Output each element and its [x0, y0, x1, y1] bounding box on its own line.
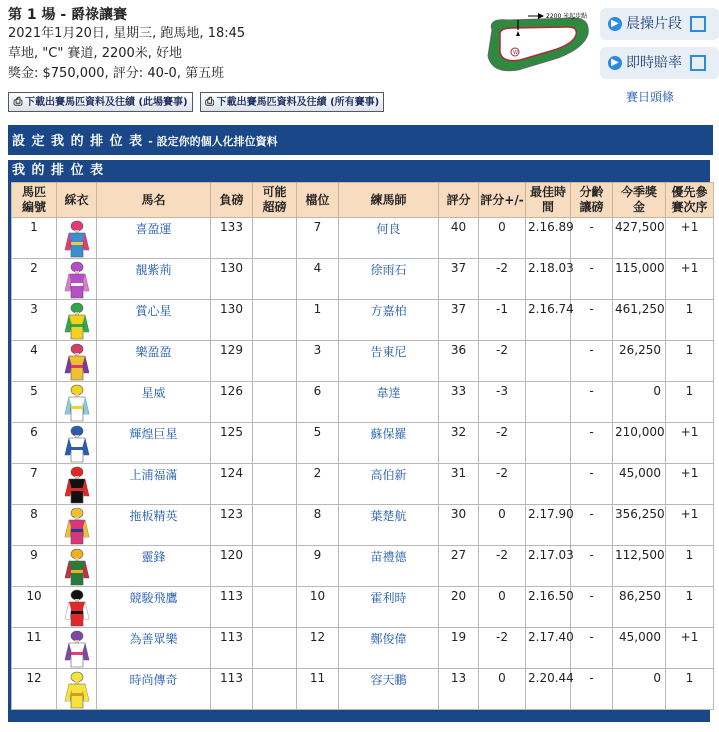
- col-horse-no[interactable]: 馬匹編號: [12, 183, 57, 218]
- jockey-silk-icon: [64, 261, 90, 299]
- cell-draw: 9: [297, 546, 339, 587]
- cell-weight: 113: [211, 628, 253, 669]
- cell-season-prize: 86,250: [613, 587, 666, 628]
- cell-overweight: [253, 464, 297, 505]
- cell-overweight: [253, 300, 297, 341]
- morning-workout-label: 晨操片段: [626, 16, 682, 32]
- cell-silk: [57, 259, 97, 300]
- cell-silk: [57, 669, 97, 710]
- cell-horse-name[interactable]: 上浦福滿: [97, 464, 211, 505]
- cell-silk: [57, 382, 97, 423]
- jockey-silk-icon: [64, 220, 90, 258]
- cell-overweight: [253, 259, 297, 300]
- cell-rating: 27: [439, 546, 479, 587]
- cell-trainer[interactable]: 告東尼: [339, 341, 439, 382]
- live-odds-label: 即時賠率: [626, 55, 682, 71]
- cell-season-prize: 115,000: [613, 259, 666, 300]
- cell-rating-change: 0: [479, 218, 526, 259]
- col-rating[interactable]: 評分: [439, 183, 479, 218]
- cell-season-prize: 0: [613, 669, 666, 710]
- race-course-info: 草地, "C" 賽道, 2200米, 好地: [8, 46, 183, 61]
- race-title: 第 1 場 - 爵祿讓賽: [8, 7, 128, 23]
- cell-weight: 133: [211, 218, 253, 259]
- cell-overweight: [253, 587, 297, 628]
- cell-priority: +1: [666, 628, 714, 669]
- cell-rating: 20: [439, 587, 479, 628]
- cell-best-time: 2.16.50: [526, 587, 571, 628]
- table-row: [12, 341, 714, 382]
- cell-season-prize: 427,500: [613, 218, 666, 259]
- set-racecard-subtitle: - 設定你的個人化排位資料: [148, 135, 278, 148]
- table-row: [12, 587, 714, 628]
- cell-horse-name[interactable]: 樂盈盈: [97, 341, 211, 382]
- cell-draw: 5: [297, 423, 339, 464]
- cell-trainer[interactable]: 何良: [339, 218, 439, 259]
- printer-icon: ⎙: [13, 95, 23, 108]
- external-link-icon: [690, 16, 706, 32]
- col-trainer[interactable]: 練馬師: [339, 183, 439, 218]
- cell-season-prize: 461,250: [613, 300, 666, 341]
- cell-horse-name[interactable]: 拖板精英: [97, 505, 211, 546]
- download-this-race-button[interactable]: [8, 92, 193, 112]
- jockey-silk-icon: [64, 630, 90, 668]
- jockey-silk-icon: [64, 548, 90, 586]
- cell-silk: [57, 423, 97, 464]
- cell-draw: 11: [297, 669, 339, 710]
- cell-age-allowance: -: [571, 382, 613, 423]
- cell-horse-no: 3: [12, 300, 57, 341]
- cell-rating: 33: [439, 382, 479, 423]
- cell-overweight: [253, 546, 297, 587]
- cell-priority: +1: [666, 505, 714, 546]
- cell-silk: [57, 341, 97, 382]
- cell-age-allowance: -: [571, 300, 613, 341]
- cell-trainer[interactable]: 鄭俊偉: [339, 628, 439, 669]
- cell-rating-change: -2: [479, 546, 526, 587]
- cell-draw: 8: [297, 505, 339, 546]
- cell-priority: 1: [666, 382, 714, 423]
- cell-weight: 113: [211, 587, 253, 628]
- cell-horse-no: 12: [12, 669, 57, 710]
- cell-silk: [57, 628, 97, 669]
- cell-weight: 126: [211, 382, 253, 423]
- cell-age-allowance: -: [571, 628, 613, 669]
- table-row: [12, 464, 714, 505]
- cell-trainer[interactable]: 蘇保羅: [339, 423, 439, 464]
- cell-draw: 4: [297, 259, 339, 300]
- cell-trainer[interactable]: 葉楚航: [339, 505, 439, 546]
- cell-trainer[interactable]: 高伯新: [339, 464, 439, 505]
- cell-age-allowance: -: [571, 546, 613, 587]
- cell-trainer[interactable]: 徐雨石: [339, 259, 439, 300]
- cell-season-prize: 210,000: [613, 423, 666, 464]
- cell-trainer[interactable]: 霍利時: [339, 587, 439, 628]
- cell-rating: 13: [439, 669, 479, 710]
- cell-rating: 37: [439, 259, 479, 300]
- col-draw[interactable]: 檔位: [297, 183, 339, 218]
- cell-horse-name[interactable]: 靚紫荊: [97, 259, 211, 300]
- table-row: [12, 669, 714, 710]
- cell-horse-no: 9: [12, 546, 57, 587]
- cell-rating-change: -2: [479, 423, 526, 464]
- cell-draw: 12: [297, 628, 339, 669]
- cell-draw: 10: [297, 587, 339, 628]
- cell-horse-no: 2: [12, 259, 57, 300]
- cell-draw: 3: [297, 341, 339, 382]
- cell-horse-no: 1: [12, 218, 57, 259]
- cell-rating-change: -1: [479, 300, 526, 341]
- cell-best-time: [526, 423, 571, 464]
- my-racecard-panel: [8, 160, 710, 722]
- jockey-silk-icon: [64, 343, 90, 381]
- cell-trainer[interactable]: 韋達: [339, 382, 439, 423]
- jockey-silk-icon: [64, 384, 90, 422]
- jockey-silk-icon: [64, 302, 90, 340]
- table-row: [12, 218, 714, 259]
- cell-trainer[interactable]: 容天鵬: [339, 669, 439, 710]
- cell-best-time: 2.16.89: [526, 218, 571, 259]
- cell-overweight: [253, 423, 297, 464]
- cell-rating-change: -2: [479, 628, 526, 669]
- cell-priority: +1: [666, 259, 714, 300]
- col-rating-change[interactable]: 評分+/-: [479, 183, 526, 218]
- cell-weight: 129: [211, 341, 253, 382]
- printer-icon: ⎙: [205, 95, 215, 108]
- cell-weight: 120: [211, 546, 253, 587]
- cell-best-time: [526, 341, 571, 382]
- cell-age-allowance: -: [571, 218, 613, 259]
- download-buttons: [8, 92, 391, 112]
- table-row: [12, 259, 714, 300]
- table-row: [12, 505, 714, 546]
- cell-rating: 32: [439, 423, 479, 464]
- cell-best-time: [526, 464, 571, 505]
- jockey-silk-icon: [64, 425, 90, 463]
- race-info: [8, 6, 468, 84]
- cell-best-time: 2.20.44: [526, 669, 571, 710]
- cell-silk: [57, 464, 97, 505]
- cell-season-prize: 112,500: [613, 546, 666, 587]
- cell-rating-change: -2: [479, 259, 526, 300]
- morning-workout-button[interactable]: [600, 8, 719, 40]
- cell-horse-no: 8: [12, 505, 57, 546]
- cell-overweight: [253, 505, 297, 546]
- live-odds-button[interactable]: [600, 47, 719, 79]
- cell-priority: +1: [666, 218, 714, 259]
- start-point-label: 2200 米起步點: [546, 13, 588, 20]
- cell-overweight: [253, 669, 297, 710]
- jockey-silk-icon: [64, 671, 90, 709]
- cell-priority: 1: [666, 587, 714, 628]
- cell-draw: 2: [297, 464, 339, 505]
- cell-silk: [57, 218, 97, 259]
- cell-rating: 36: [439, 341, 479, 382]
- download-all-races-label: 下載出賽馬匹資料及往績 (所有賽事): [216, 97, 380, 108]
- cell-silk: [57, 587, 97, 628]
- cell-priority: 1: [666, 341, 714, 382]
- table-header-row: [12, 183, 714, 218]
- cell-rating: 40: [439, 218, 479, 259]
- cell-trainer[interactable]: 苗禮德: [339, 546, 439, 587]
- cell-season-prize: 0: [613, 382, 666, 423]
- side-buttons: [600, 8, 719, 86]
- cell-season-prize: 26,250: [613, 341, 666, 382]
- cell-horse-name[interactable]: 喜盈運: [97, 218, 211, 259]
- cell-rating: 37: [439, 300, 479, 341]
- col-silk: 綵衣: [57, 183, 97, 218]
- cell-season-prize: 45,000: [613, 628, 666, 669]
- jockey-silk-icon: [64, 589, 90, 627]
- cell-horse-name[interactable]: 競駿飛鷹: [97, 587, 211, 628]
- col-age-allowance[interactable]: 分齡讓磅: [571, 183, 613, 218]
- cell-overweight: [253, 218, 297, 259]
- table-row: [12, 382, 714, 423]
- cell-age-allowance: -: [571, 464, 613, 505]
- cell-silk: [57, 505, 97, 546]
- cell-age-allowance: -: [571, 505, 613, 546]
- cell-horse-name[interactable]: 賞心星: [97, 300, 211, 341]
- cell-age-allowance: -: [571, 669, 613, 710]
- download-all-races-button[interactable]: [200, 92, 385, 112]
- download-this-race-label: 下載出賽馬匹資料及往績 (此場賽事): [25, 97, 188, 108]
- jockey-silk-icon: [64, 466, 90, 504]
- cell-season-prize: 356,250: [613, 505, 666, 546]
- cell-best-time: 2.18.03: [526, 259, 571, 300]
- table-row: [12, 628, 714, 669]
- table-row: [12, 300, 714, 341]
- day-headline-link[interactable]: 賽日頭條: [626, 90, 675, 104]
- cell-season-prize: 45,000: [613, 464, 666, 505]
- jockey-silk-icon: [64, 507, 90, 545]
- cell-draw: 7: [297, 218, 339, 259]
- cell-age-allowance: -: [571, 341, 613, 382]
- cell-rating-change: 0: [479, 669, 526, 710]
- set-racecard-title[interactable]: 設 定 我 的 排 位 表: [12, 134, 144, 149]
- cell-best-time: 2.16.74: [526, 300, 571, 341]
- col-season-prize[interactable]: 今季獎金: [613, 183, 666, 218]
- cell-overweight: [253, 382, 297, 423]
- cell-horse-no: 4: [12, 341, 57, 382]
- cell-overweight: [253, 341, 297, 382]
- cell-horse-no: 11: [12, 628, 57, 669]
- cell-best-time: [526, 382, 571, 423]
- cell-weight: 124: [211, 464, 253, 505]
- col-horse-name[interactable]: 馬名: [97, 183, 211, 218]
- cell-priority: 1: [666, 669, 714, 710]
- cell-horse-no: 5: [12, 382, 57, 423]
- play-icon: ▶: [608, 17, 622, 31]
- external-link-icon: [690, 55, 706, 71]
- cell-silk: [57, 300, 97, 341]
- cell-rating-change: 0: [479, 505, 526, 546]
- cell-draw: 1: [297, 300, 339, 341]
- cell-trainer[interactable]: 方嘉柏: [339, 300, 439, 341]
- col-weight[interactable]: 負磅: [211, 183, 253, 218]
- my-racecard-title: 我 的 排 位 表: [12, 163, 105, 178]
- cell-rating: 30: [439, 505, 479, 546]
- racecard-table: [11, 182, 714, 710]
- cell-horse-no: 7: [12, 464, 57, 505]
- cell-weight: 130: [211, 259, 253, 300]
- cell-horse-no: 6: [12, 423, 57, 464]
- cell-priority: 1: [666, 300, 714, 341]
- col-best-time[interactable]: 最佳時間: [526, 183, 571, 218]
- cell-priority: +1: [666, 464, 714, 505]
- cell-horse-no: 10: [12, 587, 57, 628]
- cell-horse-name[interactable]: 星威: [97, 382, 211, 423]
- cell-priority: +1: [666, 423, 714, 464]
- cell-priority: 1: [666, 546, 714, 587]
- play-icon: ▶: [608, 56, 622, 70]
- cell-silk: [57, 546, 97, 587]
- cell-rating: 19: [439, 628, 479, 669]
- cell-age-allowance: -: [571, 259, 613, 300]
- cell-horse-name[interactable]: 為善眾樂: [97, 628, 211, 669]
- set-racecard-section-bar: [8, 125, 719, 155]
- race-prize-info: 獎金: $750,000, 評分: 40-0, 第五班: [8, 66, 225, 81]
- cell-overweight: [253, 628, 297, 669]
- race-date-venue: 2021年1月20日, 星期三, 跑馬地, 18:45: [8, 26, 246, 41]
- cell-horse-name[interactable]: 輝煌巨星: [97, 423, 211, 464]
- table-row: [12, 423, 714, 464]
- track-map: [478, 8, 596, 74]
- col-overweight[interactable]: 可能超磅: [253, 183, 297, 218]
- cell-rating-change: -2: [479, 464, 526, 505]
- cell-rating-change: -2: [479, 341, 526, 382]
- cell-age-allowance: -: [571, 423, 613, 464]
- cell-weight: 123: [211, 505, 253, 546]
- cell-rating-change: -3: [479, 382, 526, 423]
- cell-age-allowance: -: [571, 587, 613, 628]
- cell-horse-name[interactable]: 靈鋒: [97, 546, 211, 587]
- cell-horse-name[interactable]: 時尚傳奇: [97, 669, 211, 710]
- cell-weight: 130: [211, 300, 253, 341]
- cell-best-time: 2.17.03: [526, 546, 571, 587]
- svg-text:W: W: [513, 50, 518, 56]
- cell-rating: 31: [439, 464, 479, 505]
- col-priority[interactable]: 優先參賽次序: [666, 183, 714, 218]
- cell-best-time: 2.17.90: [526, 505, 571, 546]
- cell-weight: 113: [211, 669, 253, 710]
- cell-draw: 6: [297, 382, 339, 423]
- cell-best-time: 2.17.40: [526, 628, 571, 669]
- cell-rating-change: 0: [479, 587, 526, 628]
- table-row: [12, 546, 714, 587]
- cell-weight: 125: [211, 423, 253, 464]
